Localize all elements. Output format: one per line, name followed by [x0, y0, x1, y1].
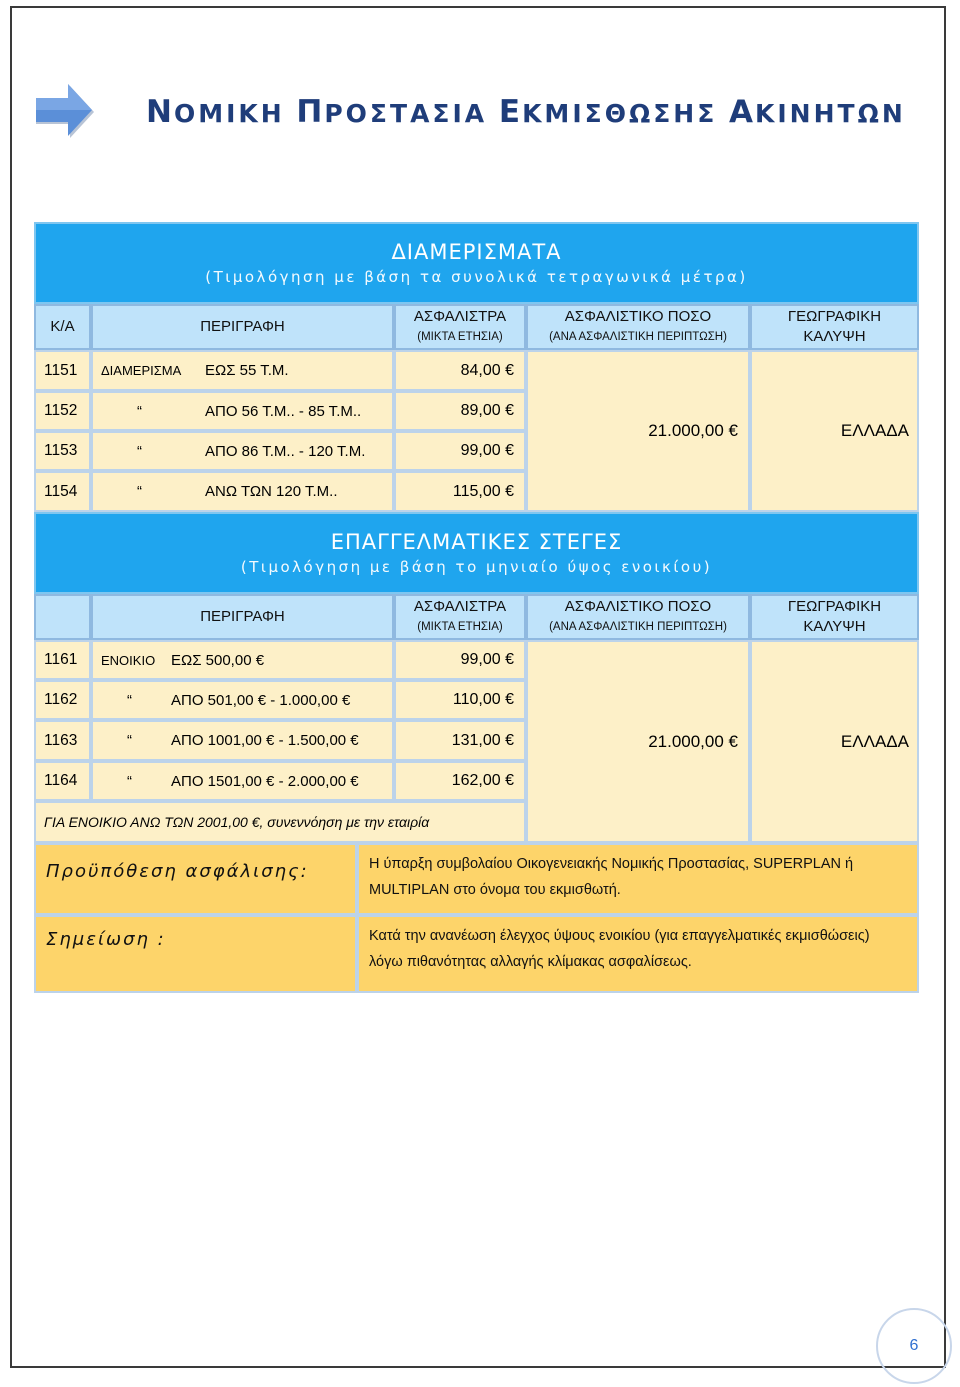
table-row-premium: 89,00 €: [394, 391, 526, 431]
apartments-coverage: ΕΛΛΑΔΑ: [750, 350, 919, 512]
table-row-code: 1162: [34, 680, 91, 720]
table-row-description: ΕΝΟΙΚΙΟ ΕΩΣ 500,00 €: [91, 640, 394, 680]
document-title: ΝΟΜΙΚΗ ΠΡΟΣΤΑΣΙΑ ΕΚΜΙΣΘΩΣΗΣ ΑΚΙΝΗΤΩΝ: [146, 94, 906, 130]
table-row-premium: 110,00 €: [394, 680, 526, 720]
apartments-title: ΔΙΑΜΕΡΙΣΜΑΤΑ: [391, 240, 562, 264]
table-row-premium: 162,00 €: [394, 761, 526, 801]
note-text-cell: [357, 915, 919, 993]
professional-footnote: ΓΙΑ ΕΝΟΙΚΙΟ ΑΝΩ ΤΩΝ 2001,00 €, συνεννόηση με την εταιρία: [34, 801, 526, 843]
col-header-sum-insured: ΑΣΦΑΛΙΣΤΙΚΟ ΠΟΣΟ (ΑΝΑ ΑΣΦΑΛΙΣΤΙΚΗ ΠΕΡΙΠΤΩΣΗ): [526, 304, 750, 350]
professional-section-header: [34, 512, 919, 594]
table-row-code: 1153: [34, 431, 91, 471]
professional-sum-insured: 21.000,00 €: [526, 640, 750, 843]
table-row-description: “ ΑΠΟ 1001,00 € - 1.500,00 €: [91, 720, 394, 761]
page-number: 6: [876, 1308, 952, 1384]
apartments-sum-insured: 21.000,00 €: [526, 350, 750, 512]
table-row-description: “ ΑΠΟ 501,00 € - 1.000,00 €: [91, 680, 394, 720]
table-row-description: “ ΑΠΟ 1501,00 € - 2.000,00 €: [91, 761, 394, 801]
table-row-premium: 131,00 €: [394, 720, 526, 761]
table-row-description: ΔΙΑΜΕΡΙΣΜΑ ΕΩΣ 55 Τ.Μ.: [91, 350, 394, 391]
table-row-premium: 99,00 €: [394, 640, 526, 680]
table-row-code: 1164: [34, 761, 91, 801]
table-row-premium: 84,00 €: [394, 350, 526, 391]
note-label: Σημείωση :: [46, 929, 166, 950]
table-row-premium: 115,00 €: [394, 471, 526, 512]
col-header-code: Κ/Α: [34, 304, 91, 350]
col-header-premium: ΑΣΦΑΛΙΣΤΡΑ (ΜΙΚΤΑ ΕΤΗΣΙΑ): [394, 594, 526, 640]
apartments-subtitle: (Τιμολόγηση με βάση τα συνολικά τετραγωνικά μέτρα): [205, 268, 748, 286]
table-row-description: “ ΑΠΟ 56 Τ.Μ.. - 85 Τ.Μ..: [91, 391, 394, 431]
table-row-description: “ ΑΝΩ ΤΩΝ 120 Τ.Μ..: [91, 471, 394, 512]
col-header-description: ΠΕΡΙΓΡΑΦΗ: [91, 594, 394, 640]
table-row-code: 1161: [34, 640, 91, 680]
table-row-code: 1163: [34, 720, 91, 761]
table-row-code: 1151: [34, 350, 91, 391]
conditions-label-cell: [34, 843, 357, 915]
conditions-text-cell: [357, 843, 919, 915]
col-header-coverage: ΓΕΩΓΡΑΦΙΚΗ ΚΑΛΥΨΗ: [750, 304, 919, 350]
table-row-premium: 99,00 €: [394, 431, 526, 471]
col-header-coverage: ΓΕΩΓΡΑΦΙΚΗ ΚΑΛΥΨΗ: [750, 594, 919, 640]
professional-coverage: ΕΛΛΑΔΑ: [750, 640, 919, 843]
col-header-code-empty: [34, 594, 91, 640]
professional-title: ΕΠΑΓΓΕΛΜΑΤΙΚΕΣ ΣΤΕΓΕΣ: [330, 530, 623, 554]
table-row-description: “ ΑΠΟ 86 Τ.Μ.. - 120 Τ.Μ.: [91, 431, 394, 471]
note-text: Κατά την ανανέωση έλεγχος ύψους ενοικίου (για επαγγελματικές εκμισθώσεις) λόγω πιθανότητας αλλαγής κλίμακας ασφαλίσεως.: [369, 928, 870, 970]
professional-subtitle: (Τιμολόγηση με βάση το μηνιαίο ύψος ενοικίου): [240, 558, 713, 576]
col-header-premium: ΑΣΦΑΛΙΣΤΡΑ (ΜΙΚΤΑ ΕΤΗΣΙΑ): [394, 304, 526, 350]
col-header-sum-insured: ΑΣΦΑΛΙΣΤΙΚΟ ΠΟΣΟ (ΑΝΑ ΑΣΦΑΛΙΣΤΙΚΗ ΠΕΡΙΠΤΩΣΗ): [526, 594, 750, 640]
conditions-text: Η ύπαρξη συμβολαίου Οικογενειακής Νομικής Προστασίας, SUPERPLAN ή MULTIPLAN στο όνομα του εκμισθωτή.: [369, 856, 854, 898]
table-row-code: 1154: [34, 471, 91, 512]
note-label-cell: [34, 915, 357, 993]
arrow-right-icon: [36, 84, 96, 140]
col-header-description: ΠΕΡΙΓΡΑΦΗ: [91, 304, 394, 350]
conditions-label: Προϋπόθεση ασφάλισης:: [46, 861, 309, 882]
table-row-code: 1152: [34, 391, 91, 431]
apartments-section-header: [34, 222, 919, 304]
